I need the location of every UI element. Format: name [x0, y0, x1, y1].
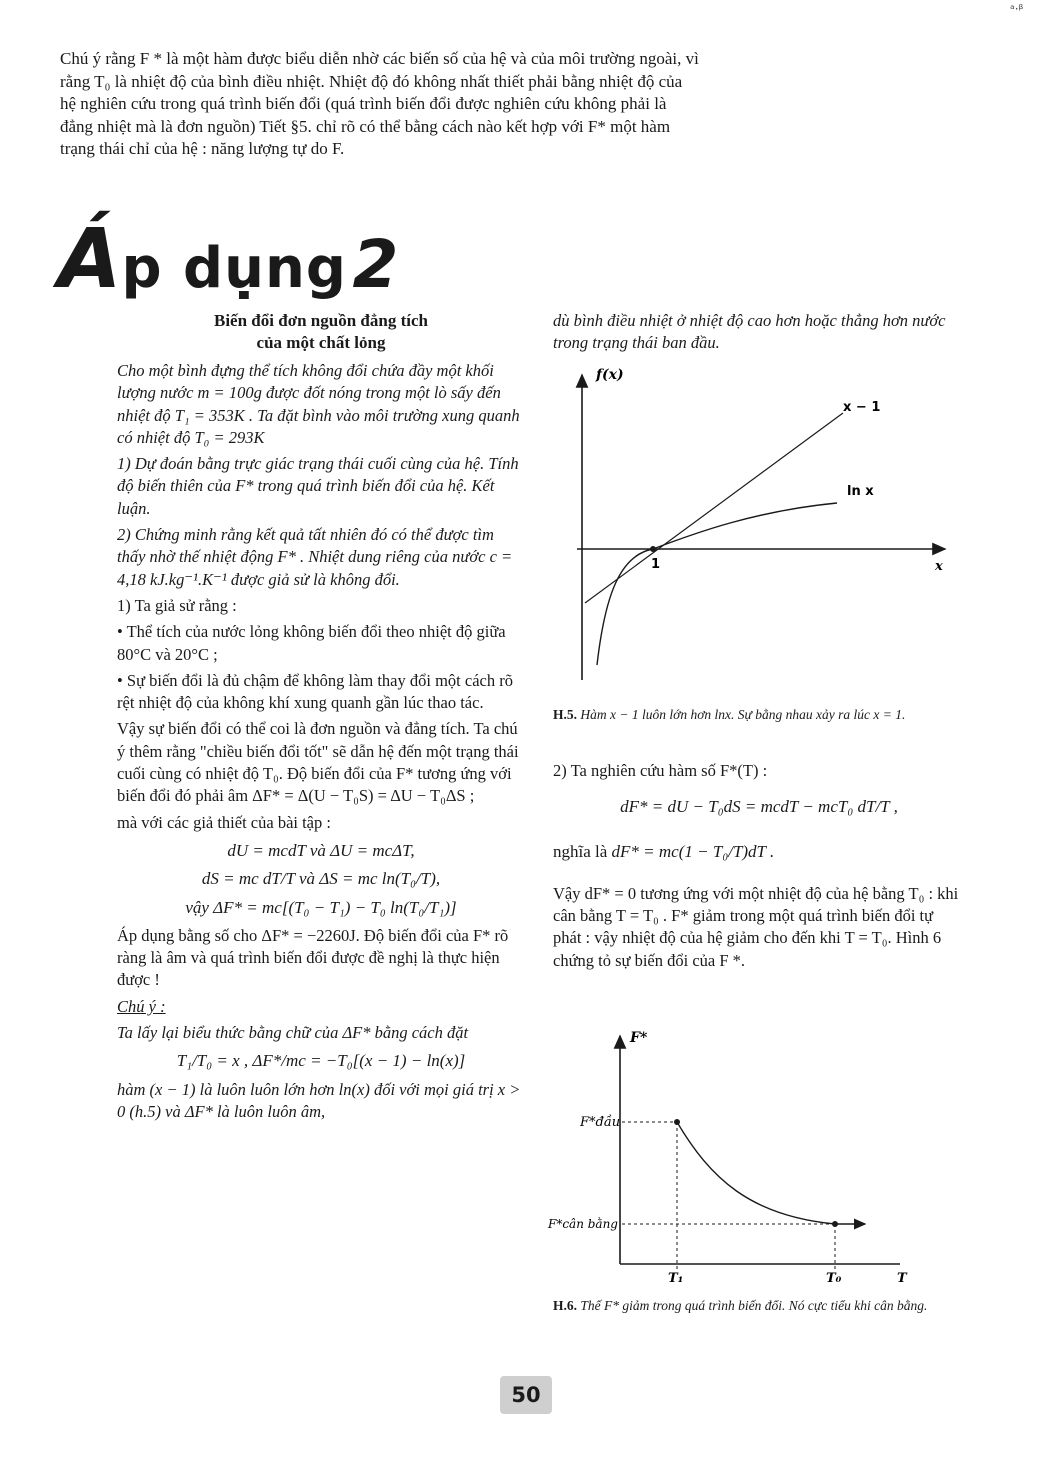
right-continuation: dù bình điều nhiệt ở nhiệt độ cao hơn hoặc thẳng hơn nước trong trạng thái ban đầu. — [553, 311, 946, 353]
fig6-caption-text: Thế F* giảm trong quá trình biến đổi. Nó cực tiểu khi cân bằng. — [580, 1298, 928, 1313]
fig6-t1-label: T₁ — [668, 1271, 684, 1286]
equation-4: T₁/T₀ = x , ΔF*/mc = −T₀[(x − 1) − ln(x)] — [176, 1051, 466, 1071]
equation-3: vậy ΔF* = mc[(T₀ − T₁) − T₀ ln(T₀/T₁)] — [185, 897, 457, 917]
fig5-x-label: x — [935, 559, 943, 574]
right-answer-block — [553, 760, 965, 976]
figure-5 — [575, 365, 965, 685]
question-2: 2) Chứng minh rằng kết quả tất nhiên đó có thể được tìm thấy nhờ thế nhiệt động F* . Nhiệt dung riêng của nước c = 4,18 kJ.kg⁻¹.K⁻¹ được giả sử là không đổi. — [117, 525, 513, 589]
left-column — [117, 310, 525, 1127]
fig6-y-label: F* — [630, 1030, 648, 1046]
equation-1: dU = mcdT và ΔU = mcΔT, — [227, 840, 415, 860]
fig6-eq-label: F*cân bằng — [548, 1217, 618, 1231]
fig5-curve-ln-x — [597, 503, 837, 665]
fig6-caption-label: H.6. — [553, 1298, 578, 1313]
bullet-1: • Thể tích của nước lỏng không biến đổi theo nhiệt độ giữa 80°C và 20°C ; — [117, 622, 506, 664]
answer-2-intro: 2) Ta nghiên cứu hàm số F*(T) : — [553, 761, 768, 780]
page-number: 50 — [500, 1376, 552, 1414]
fig6-start-label: F*đầu — [580, 1115, 621, 1130]
intro-paragraph: Chú ý rằng F * là một hàm được biểu diễn nhờ các biến số của hệ và của môi trường ngoài, vì rằng T₀ là nhiệt độ của bình điều nhiệt. Nhiệt độ đó không nhất thiết phải bằng nhiệt độ của hệ nghiên cứu trong quá trình biến đổi (quá trình biến đổi được nghiên cứu không phải là đẳng nhiệt mà là đơn nguồn) Tiết §5. chỉ rõ có thể bằng cách nào kết hợp với F* một hàm trạng thái chỉ của hệ : năng lượng tự do F. — [60, 49, 699, 159]
fig5-curve-label: ln x — [847, 484, 874, 499]
equation-6-line — [553, 841, 965, 863]
fig5-caption-text: Hàm x − 1 luôn lớn hơn lnx. Sự bằng nhau xảy ra lúc x = 1. — [580, 707, 906, 722]
figure-6 — [540, 1028, 940, 1298]
bullet-2: • Sự biến đổi là đủ chậm để không làm thay đổi một cách rõ rệt nhiệt độ của không khí xung quanh gần lúc thao tác. — [117, 670, 513, 713]
answer-1-intro: 1) Ta giả sử rằng : — [117, 595, 237, 615]
section-heading — [58, 212, 398, 307]
equation-6-prefix: nghĩa là — [553, 841, 608, 861]
answer-para-1: Vậy sự biến đổi có thể coi là đơn nguồn và đẳng tích. Ta chú ý thêm rằng "chiều biến đổi tốt" sẽ dẫn hệ đến một trạng thái cuối cùng có nhiệt độ T₀. Độ biến đổi của F* tương ứng với biến đổi đó phải âm ΔF* = Δ(U − T₀S) = ΔU − T₀ΔS ; — [117, 719, 519, 806]
section-title-line2: của một chất lỏng — [256, 333, 386, 352]
fig6-start-point — [674, 1119, 680, 1125]
right-column — [553, 310, 963, 359]
figure-5-plot — [575, 365, 965, 685]
note-end: hàm (x − 1) là luôn luôn lớn hơn ln(x) đối với mọi giá trị x > 0 (h.5) và ΔF* là luôn luôn âm, — [117, 1079, 521, 1121]
equation-2: dS = mc dT/T và ΔS = mc ln(T₀/T), — [201, 869, 441, 889]
heading-rest: p dụng — [121, 236, 347, 301]
figure-6-plot — [540, 1028, 940, 1298]
heading-number: 2 — [352, 226, 399, 303]
fig5-caption-label: H.5. — [553, 707, 578, 722]
fig5-tick-label: 1 — [651, 557, 661, 572]
figure-5-caption — [553, 705, 965, 724]
equation-5: dF* = dU − T₀dS = mcdT − mcT₀ dT/T , — [620, 797, 898, 817]
fig6-t0-label: T₀ — [826, 1271, 842, 1286]
fig5-intersection-point — [650, 546, 656, 552]
fig6-x-label: T — [897, 1271, 907, 1286]
fig6-eq-point — [832, 1221, 838, 1227]
note-label: Chú ý : — [117, 996, 166, 1016]
problem-text: Cho một bình đựng thể tích không đổi chứa đầy một khối lượng nước m = 100g được đốt nóng trong một lò sấy đến nhiệt độ T₁ = 353K . Ta đặt bình vào môi trường xung quanh có nhiệt độ T₀ = 293K — [117, 361, 520, 447]
figure-6-caption — [553, 1296, 965, 1315]
fig5-line-x-minus-1 — [585, 413, 843, 603]
section-title-line1: Biến đổi đơn nguồn đẳng tích — [214, 311, 428, 330]
corner-mark: ᵃ·ᵝ — [1010, 2, 1024, 16]
section-title — [117, 310, 525, 354]
fig6-curve — [677, 1122, 835, 1224]
fig5-y-label: f(x) — [596, 367, 624, 383]
answer-para-3: Áp dụng bằng số cho ΔF* = −2260J. Độ biến đổi của F* rõ ràng là âm và quá trình biến đổi được đề nghị là thực hiện được ! — [117, 925, 509, 990]
equation-6: dF* = mc(1 − T₀/T)dT . — [611, 841, 775, 861]
question-1: 1) Dự đoán bằng trực giác trạng thái cuối cùng của hệ. Tính độ biến thiên của F* trong quá trình biến đổi của hệ. Kết luận. — [117, 454, 519, 518]
heading-cap: Á — [58, 212, 122, 307]
note-text: Ta lấy lại biểu thức bằng chữ của ΔF* bằng cách đặt — [117, 1023, 469, 1043]
fig5-line-label: x − 1 — [843, 400, 881, 415]
answer-para-4: Vậy dF* = 0 tương ứng với một nhiệt độ của hệ bằng T₀ : khi cân bằng T = T₀ . F* giảm trong một quá trình biến đổi tự phát : vậy nhiệt độ của hệ giảm cho đến khi T = T₀. Hình 6 chứng tỏ sự biến đổi của F *. — [553, 883, 959, 970]
answer-para-2: mà với các giả thiết của bài tập : — [117, 812, 331, 832]
